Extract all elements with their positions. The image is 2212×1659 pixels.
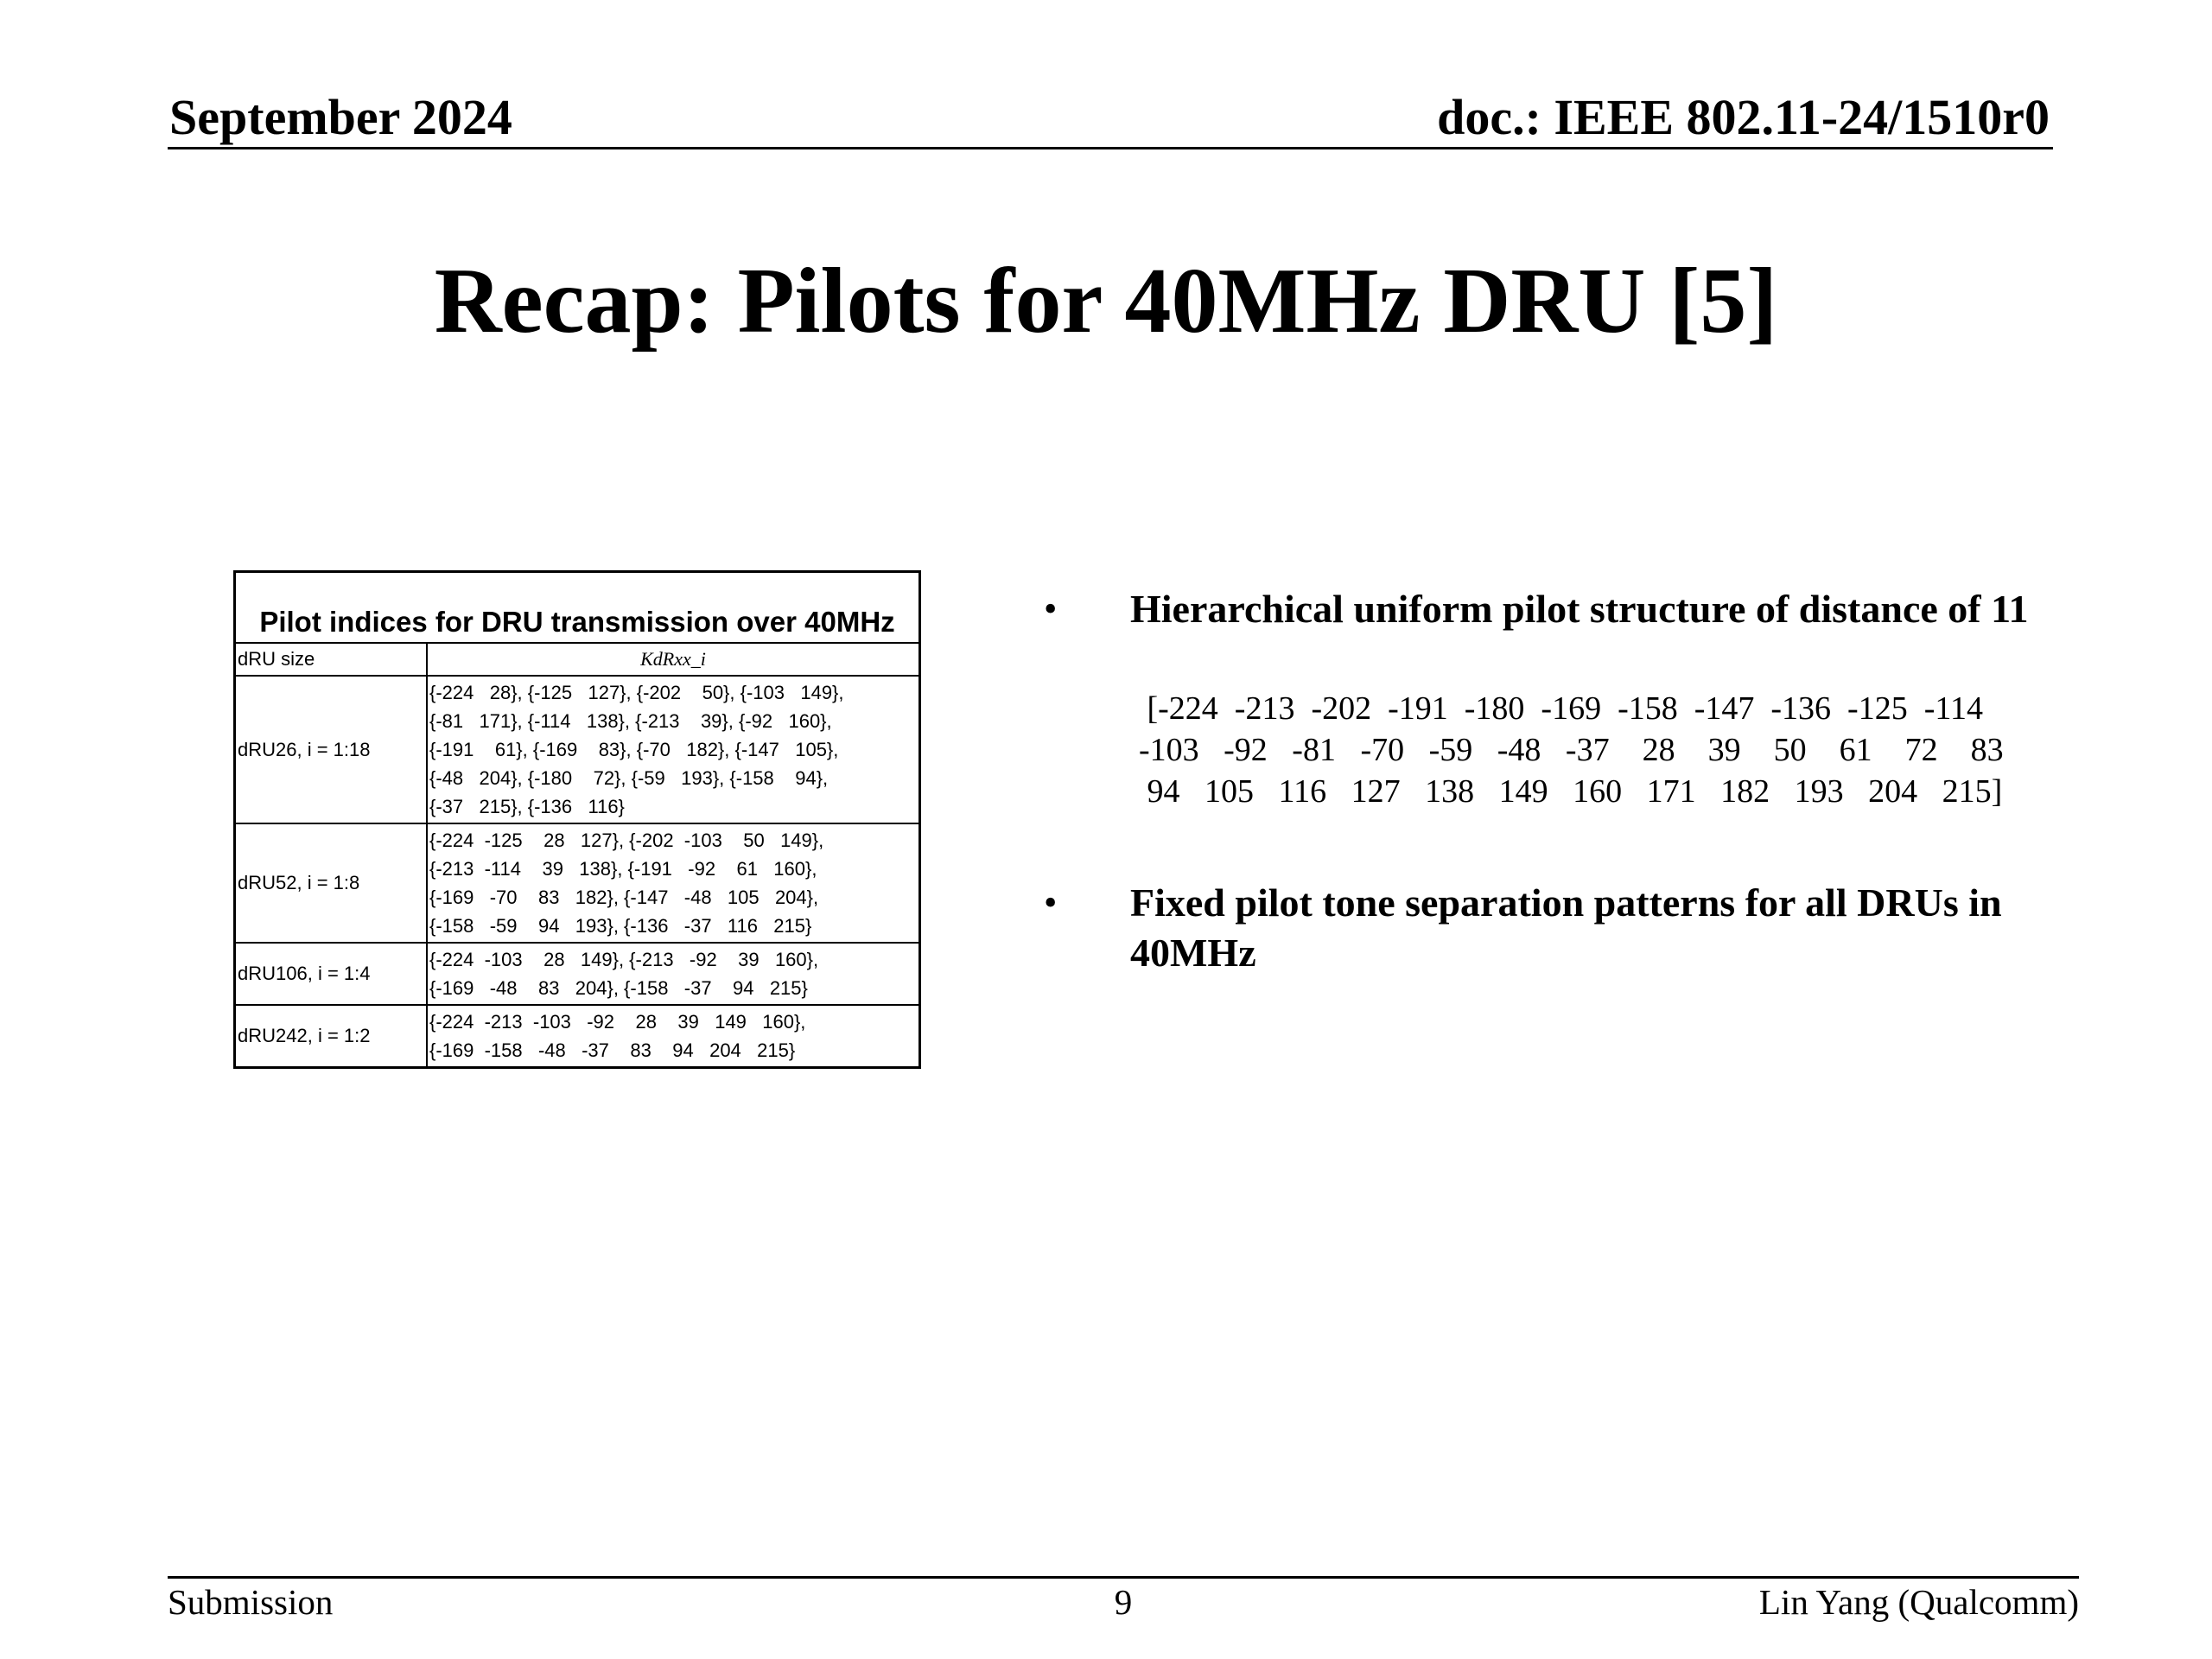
table-caption: Pilot indices for DRU transmission over 40MHz bbox=[235, 572, 920, 644]
pilot-index-line: {-158 -59 94 193}, {-136 -37 116 215} bbox=[429, 915, 812, 937]
dru-size-cell: dRU242, i = 1:2 bbox=[235, 1005, 428, 1068]
pilot-index-line: {-191 61}, {-169 83}, {-70 182}, {-147 105}, bbox=[429, 739, 839, 760]
pilot-index-line: {-48 204}, {-180 72}, {-59 193}, {-158 94}, bbox=[429, 767, 829, 789]
bullet-fixed-separation: Fixed pilot tone separation patterns for all DRUs in 40MHz bbox=[1130, 880, 2002, 975]
footer-rule bbox=[168, 1576, 2079, 1579]
pilot-index-line: {-81 171}, {-114 138}, {-213 39}, {-92 160}, bbox=[429, 710, 832, 732]
pilot-sequence bbox=[1139, 688, 2004, 812]
header-date: September 2024 bbox=[169, 89, 512, 145]
header-rule bbox=[168, 147, 2053, 149]
bullet-marker: • bbox=[1044, 881, 1058, 924]
pilot-index-line: {-213 -114 39 138}, {-191 -92 61 160}, bbox=[429, 858, 817, 880]
dru-size-cell: dRU52, i = 1:8 bbox=[235, 823, 428, 943]
dru-size-cell: dRU26, i = 1:18 bbox=[235, 676, 428, 823]
pilot-index-line: {-224 28}, {-125 127}, {-202 50}, {-103 149}, bbox=[429, 682, 844, 703]
pilot-index-cell bbox=[427, 1005, 920, 1068]
pilot-index-line: {-224 -103 28 149}, {-213 -92 39 160}, bbox=[429, 949, 819, 970]
pilot-indices-table bbox=[233, 570, 921, 1069]
pilot-index-cell bbox=[427, 676, 920, 823]
col-header-dru-size: dRU size bbox=[235, 643, 428, 676]
pilot-index-cell bbox=[427, 823, 920, 943]
table-row bbox=[235, 943, 920, 1005]
header-doc-number: doc.: IEEE 802.11-24/1510r0 bbox=[1437, 89, 2050, 145]
pilot-index-line: {-224 -125 28 127}, {-202 -103 50 149}, bbox=[429, 830, 824, 851]
pilot-index-line: {-224 -213 -103 -92 28 39 149 160}, bbox=[429, 1011, 806, 1033]
table-caption-row bbox=[235, 572, 920, 644]
pilot-index-line: {-169 -70 83 182}, {-147 -48 105 204}, bbox=[429, 887, 819, 908]
pilot-index-line: {-169 -158 -48 -37 83 94 204 215} bbox=[429, 1039, 796, 1061]
slide-title: Recap: Pilots for 40MHz DRU [5] bbox=[434, 250, 1778, 353]
pilot-sequence-line: 94 105 116 127 138 149 160 171 182 193 204 215] bbox=[1139, 773, 2003, 810]
pilot-index-line: {-169 -48 83 204}, {-158 -37 94 215} bbox=[429, 977, 808, 999]
table-header-row bbox=[235, 643, 920, 676]
footer-author: Lin Yang (Qualcomm) bbox=[1758, 1582, 2079, 1622]
pilot-sequence-line: [-224 -213 -202 -191 -180 -169 -158 -147 -136 -125 -114 bbox=[1139, 690, 1983, 727]
pilot-sequence-line: -103 -92 -81 -70 -59 -48 -37 28 39 50 61 72 83 bbox=[1139, 732, 2004, 768]
footer-page-number: 9 bbox=[1114, 1582, 1133, 1622]
table-row bbox=[235, 1005, 920, 1068]
bullet-pilot-structure: Hierarchical uniform pilot structure of distance of 11 bbox=[1130, 587, 2029, 631]
col-header-pilot-index: KdRxx_i bbox=[427, 643, 920, 676]
pilot-index-cell bbox=[427, 943, 920, 1005]
bullet-marker: • bbox=[1044, 588, 1058, 630]
table-row bbox=[235, 823, 920, 943]
footer-submission: Submission bbox=[168, 1582, 334, 1622]
pilot-index-line: {-37 215}, {-136 116} bbox=[429, 796, 625, 817]
dru-size-cell: dRU106, i = 1:4 bbox=[235, 943, 428, 1005]
table-row bbox=[235, 676, 920, 823]
